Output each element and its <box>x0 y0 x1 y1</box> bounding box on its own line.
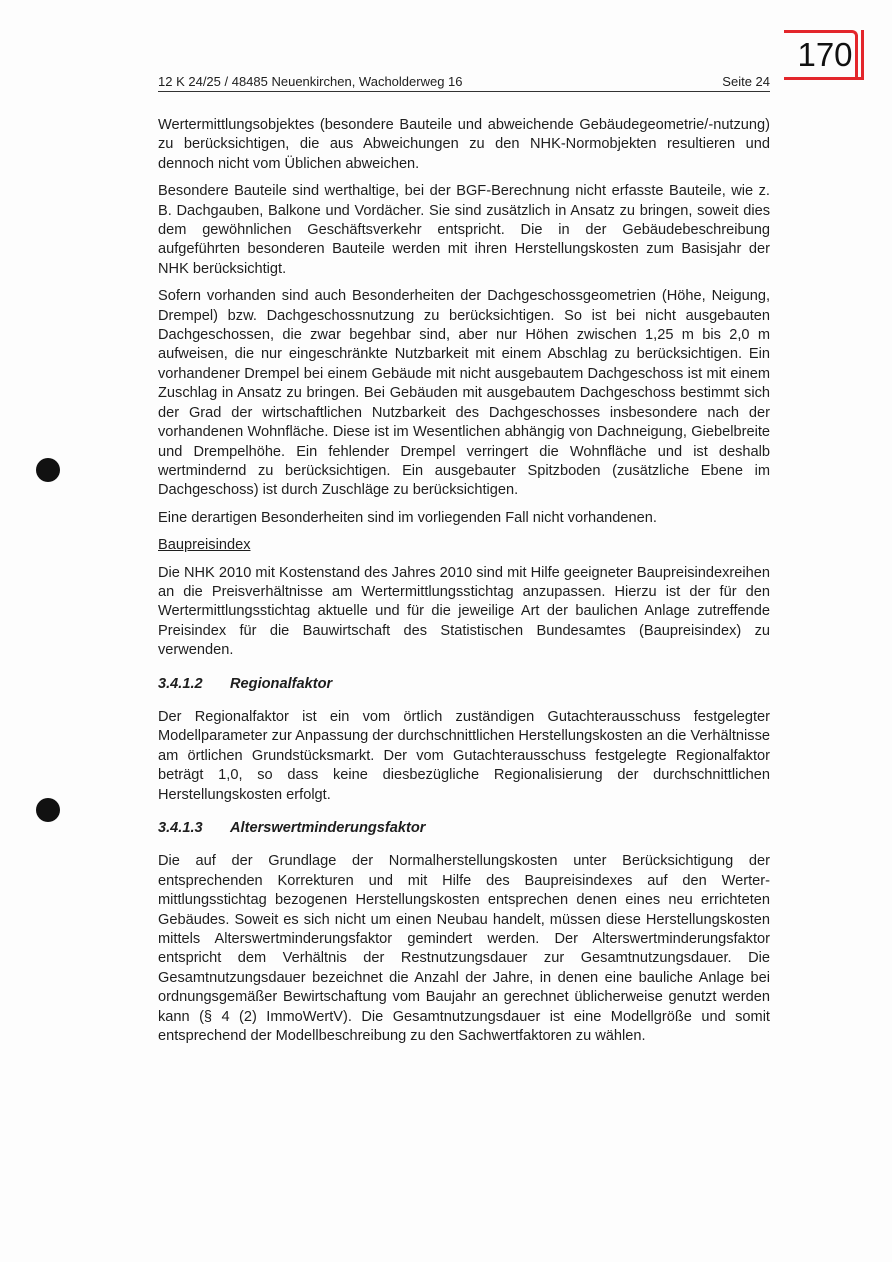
section-heading-alterswertminderungsfaktor <box>158 819 770 838</box>
section-paragraph: Der Regionalfaktor ist ein vom örtlich zuständigen Gutachterausschuss festgelegter Modellparameter zur Anpassung der durchschnittlichen Herstellungskosten an die Verhältnisse am örtlichen Grundstücksmarkt. Der vom Gutachterausschuss festgelegte Regionalfaktor beträgt 1,0, so dass keine diesbezügliche Regionalisierung der durchschnittlichen Herstellungskosten erfolgt. <box>158 708 770 803</box>
document-body <box>158 116 770 1054</box>
page-stamp-underline <box>784 77 864 80</box>
header-case-reference: 12 K 24/25 / 48485 Neuenkirchen, Wacholderweg 16 <box>158 74 463 89</box>
paragraph: Eine derartigen Besonderheiten sind im vorliegenden Fall nicht vorhandenen. <box>158 509 657 526</box>
section-number: 3.4.1.2 <box>158 675 203 692</box>
section-paragraph: Die auf der Grundlage der Normalherstellungskosten unter Berücksichtigung der entsprechenden Korrekturen und mit Hilfe des Baupreisindexes auf den Wertermittlungsstichtag bezogenen Herstellungskosten entsprechen denen eines neu errichteten Gebäudes. Soweit es sich nicht um einen Neubau handelt, müssen diese Herstellungskosten mittels Alterswertminderungsfaktor gemindert werden. Der Alterswertminderungsfaktor entspricht dem Verhältnis der Restnutzungsdauer zur Gesamtnutzungsdauer. Die Gesamtnutzungsdauer bezeichnet die Anzahl der Jahre, in denen eine bauliche Anlage bei ordnungsgemäßer Bewirtschaftung vom Baujahr an gerechnet üblicherweise genutzt werden kann (§ 4 (2) ImmoWertV). Die Gesamtnutzungsdauer ist eine Modellgröße und somit entsprechend der Modellbeschreibung zu den Sachwertfaktoren zu wählen. <box>158 853 770 1045</box>
section-number: 3.4.1.3 <box>158 820 203 836</box>
paragraph: Sofern vorhanden sind auch Besonderheiten der Dachgeschossgeometrien (Höhe, Neigung, Drempel) bzw. Dachgeschossnutzung zu berücksichtigen. So ist bei nicht ausgebauten Dachgeschossen, die zwar begehbar sind, aber nur Höhen zwischen 1,25 m bis 2,0 m aufweisen, die nur eingeschränkte Nutzbarkeit mit einem Abschlag zu berücksichtigen. Ein vorhandener Drempel bei einem Gebäude mit nicht ausgebautem Dachgeschoss ist mit einem Zuschlag in Ansatz zu bringen. Bei Gebäuden mit ausgebautem Dachgeschoss bestimmt sich der Grad der wirtschaftlichen Nutzbarkeit des Dachgeschosses insbesondere nach der vorhandenen Wohnfläche. Diese ist im Wesentlichen abhängig von Dachneigung, Giebelbreite und Drempelhöhe. Ein fehlender Drempel verringert die Wohnfläche und ist deshalb wertmindernd zu berücksichtigen. Ein ausgebauter Spitzboden (zusätzliche Ebene im Dachgeschoss) ist durch Zuschläge zu berücksichtigen. <box>158 288 770 499</box>
section-title: Regionalfaktor <box>230 675 333 692</box>
header-page-label: Seite 24 <box>722 74 770 89</box>
baupreisindex-heading: Baupreisindex <box>158 537 251 554</box>
section-title: Alterswertminderungsfaktor <box>230 820 426 836</box>
page-header <box>158 74 770 92</box>
page-stamp-number: 170 <box>797 36 853 73</box>
section-heading-regionalfaktor <box>158 675 770 694</box>
punch-hole-bottom <box>36 798 60 822</box>
baupreisindex-paragraph: Die NHK 2010 mit Kostenstand des Jahres 2010 sind mit Hilfe geeigneter Baupreisindexreihen an die Preisverhältnisse am Wertermittlungsstichtag anzupassen. Hierzu ist der für den Wertermittlungsstichtag aktuelle und für die jeweilige Art der baulichen Anlage zutreffende Preisindex für die Bauwirtschaft des Statistischen Bundesamtes (Baupreisindex) zu verwenden. <box>158 564 770 659</box>
paragraph: Wertermittlungsobjektes (besondere Bauteile und abweichende Gebäudegeometrie/-nutzung) zu berücksichtigen, die aus Abweichungen zu den NHK-Normobjekten resultieren und dennoch nicht vom Üblichen abweichen. <box>158 117 770 172</box>
punch-hole-top <box>36 458 60 482</box>
paragraph: Besondere Bauteile sind werthaltige, bei der BGF-Berechnung nicht erfasste Bauteile, wie z. B. Dachgauben, Balkone und Vordächer. Sie sind zusätzlich in Ansatz zu bringen, soweit dies dem gewöhnlichen Geschäftsverkehr entspricht. Die in der Gebäudebeschreibung aufgeführten besonderen Bauteile werden mit ihren Herstellungskosten zum Basisjahr der NHK berücksichtigt. <box>158 183 770 277</box>
